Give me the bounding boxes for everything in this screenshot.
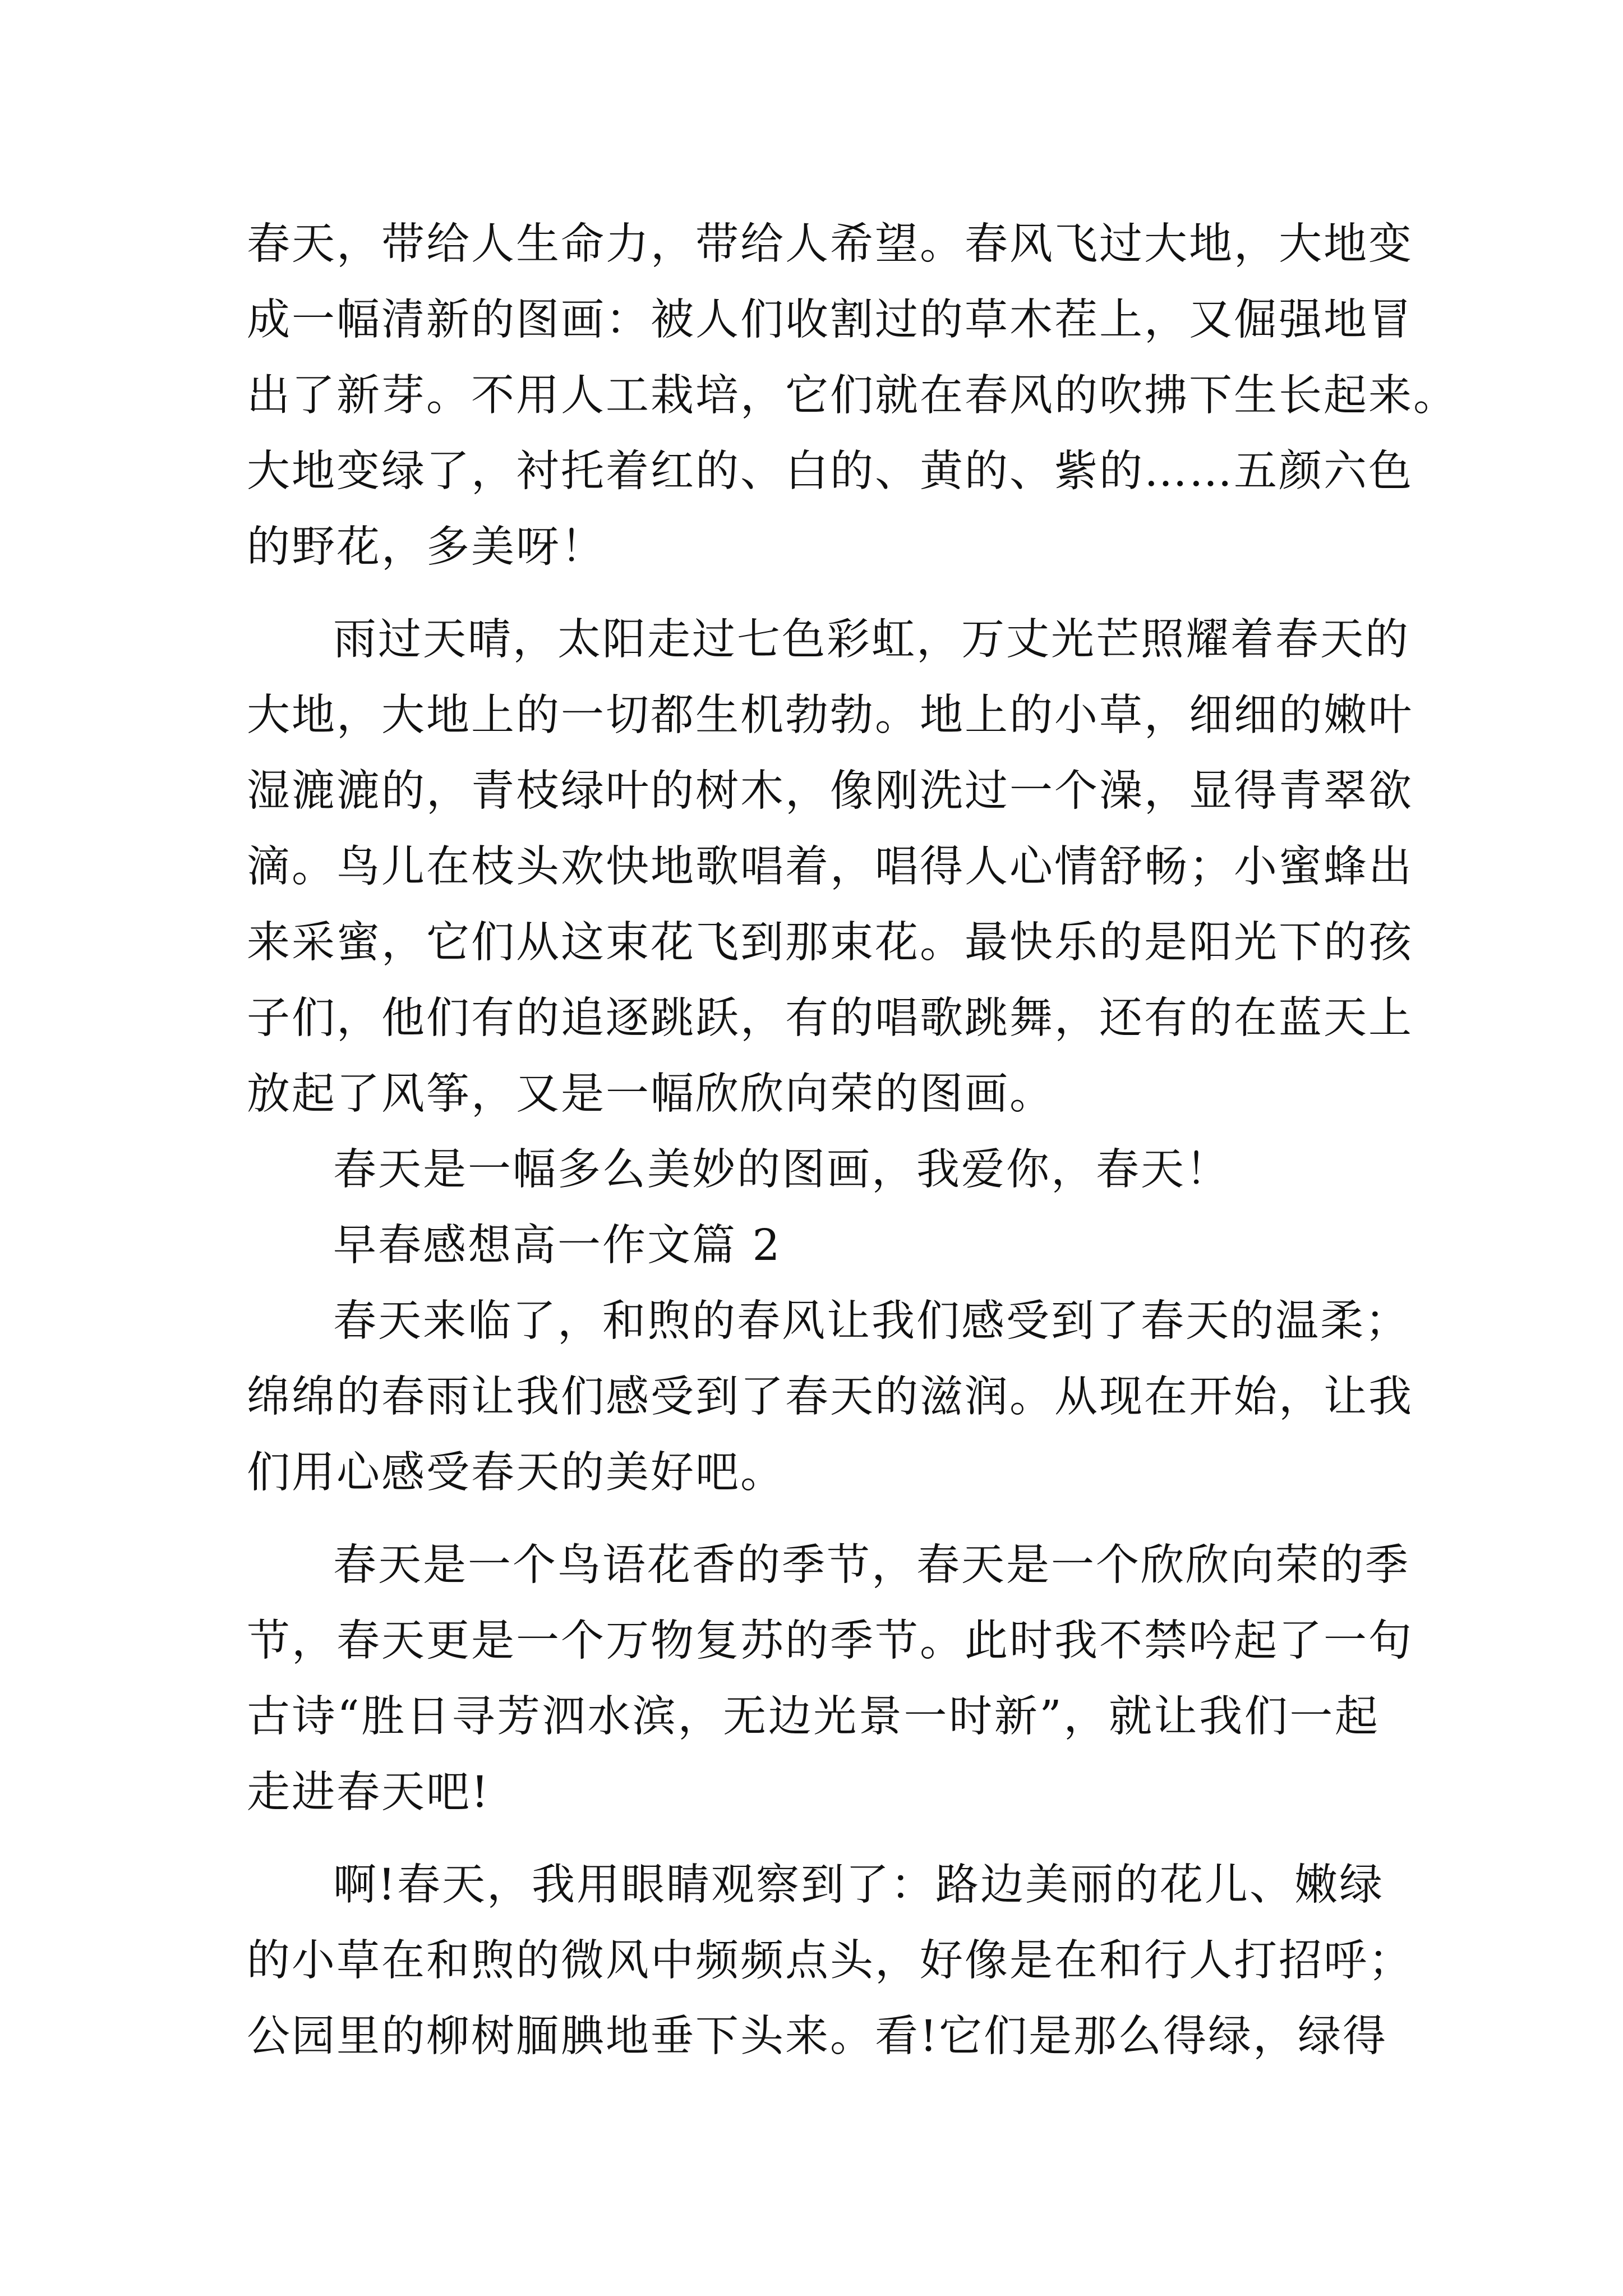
paragraph-line: 出了新芽。不用人工栽培，它们就在春风的吹拂下生长起来。 — [247, 371, 1458, 421]
paragraph-6 — [247, 1527, 1413, 1830]
paragraph-line: 放起了风筝，又是一幅欣欣向荣的图画。 — [247, 1069, 1054, 1119]
section-heading — [247, 1208, 1380, 1283]
paragraph-3 — [247, 1132, 1380, 1208]
paragraph-line: 湿漉漉的，青枝绿叶的树木，像刚洗过一个澡，显得青翠欲 — [247, 766, 1413, 816]
paragraph-line: 滴。鸟儿在枝头欢快地歌唱着，唱得人心情舒畅；小蜜蜂出 — [247, 842, 1413, 892]
paragraph-line: 来采蜜，它们从这束花飞到那束花。最快乐的是阳光下的孩 — [247, 918, 1413, 968]
paragraph-line: 的小草在和煦的微风中频频点头，好像是在和行人打招呼； — [247, 1936, 1413, 1986]
paragraph-line: 啊!春天，我用眼睛观察到了：路边美丽的花儿、嫩绿 — [333, 1860, 1384, 1910]
paragraph-line: 大地变绿了，衬托着红的、白的、黄的、紫的……五颜六色 — [247, 447, 1413, 496]
paragraph-line: 公园里的柳树腼腆地垂下头来。看!它们是那么得绿，绿得 — [247, 2012, 1387, 2062]
paragraph-line: 大地，大地上的一切都生机勃勃。地上的小草，细细的嫩叶 — [247, 691, 1413, 740]
paragraph-7 — [247, 1847, 1413, 2074]
paragraph-5 — [247, 1283, 1413, 1511]
paragraph-line: 春天是一个鸟语花香的季节，春天是一个欣欣向荣的季 — [333, 1540, 1410, 1590]
paragraph-line: 走进春天吧! — [247, 1768, 490, 1818]
paragraph-line: 们用心感受春天的美好吧。 — [247, 1448, 785, 1498]
paragraph-line: 成一幅清新的图画：被人们收割过的草木茬上，又倔强地冒 — [247, 295, 1413, 345]
paragraph-2 — [247, 602, 1413, 1132]
paragraph-line: 绵绵的春雨让我们感受到了春天的滋润。从现在开始，让我 — [247, 1372, 1413, 1422]
paragraph-line: 古诗“胜日寻芳泗水滨，无边光景一时新”，就让我们一起 — [247, 1692, 1380, 1742]
paragraph-line: 子们，他们有的追逐跳跃，有的唱歌跳舞，还有的在蓝天上 — [247, 993, 1413, 1043]
paragraph-line: 节，春天更是一个万物复苏的季节。此时我不禁吟起了一句 — [247, 1616, 1413, 1666]
paragraph-1 — [247, 206, 1458, 585]
paragraph-line: 的野花，多美呀！ — [247, 522, 606, 572]
section-title: 早春感想高一作文篇 2 — [333, 1221, 782, 1271]
article-body — [247, 206, 1458, 2074]
paragraph-line: 雨过天晴，太阳走过七色彩虹，万丈光芒照耀着春天的 — [333, 615, 1410, 665]
paragraph-line: 春天，带给人生命力，带给人希望。春风飞过大地，大地变 — [247, 219, 1413, 269]
paragraph-line: 春天是一幅多么美妙的图画，我爱你，春天！ — [333, 1145, 1230, 1195]
paragraph-line: 春天来临了，和煦的春风让我们感受到了春天的温柔； — [333, 1296, 1410, 1346]
